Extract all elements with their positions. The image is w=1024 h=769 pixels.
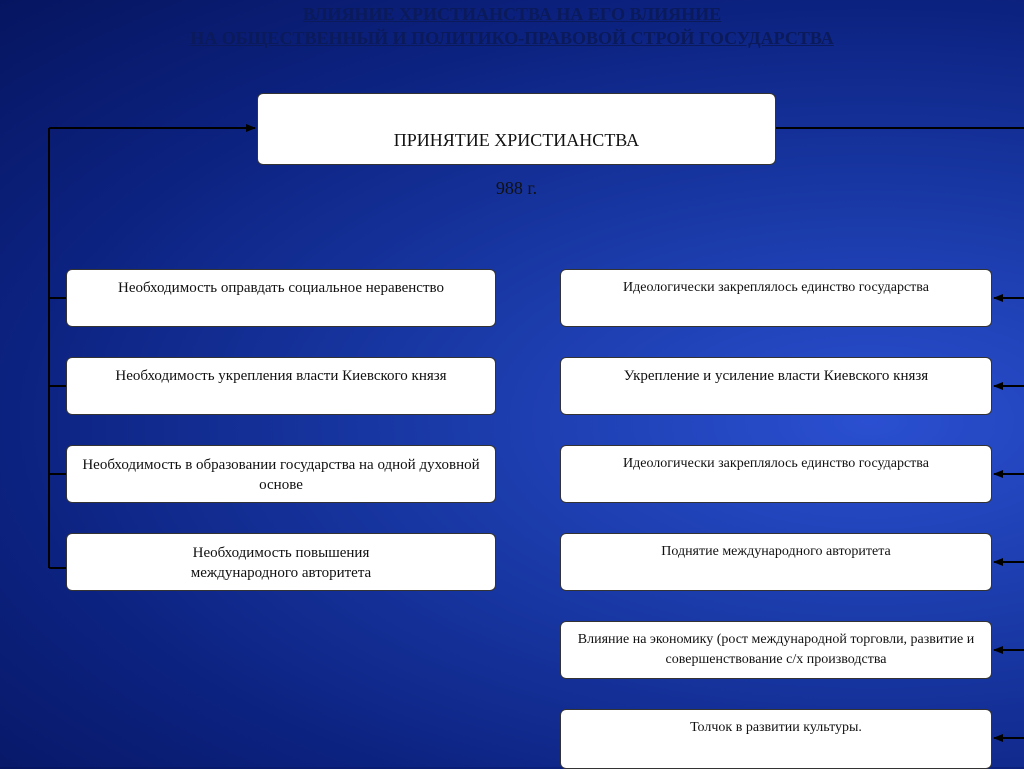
diagram-title-line2: НА ОБЩЕСТВЕННЫЙ И ПОЛИТИКО-ПРАВОВОЙ СТРОЙ ГОСУДАРСТВА: [190, 28, 834, 48]
main-box-line2: 988 г.: [495, 178, 538, 198]
left-box-4-text: Необходимость повышения международного авторитета: [190, 545, 372, 581]
left-box-3-text: Необходимость в образовании государства на одной духовной основе: [82, 457, 480, 493]
right-box-4: [560, 533, 992, 591]
left-box-1-text: Необходимость оправдать социальное неравенство: [118, 280, 444, 296]
diagram-title-line1: ВЛИЯНИЕ ХРИСТИАНСТВА НА ЕГО ВЛИЯНИЕ: [302, 4, 722, 24]
right-box-1: [560, 269, 992, 327]
right-box-6: [560, 709, 992, 769]
left-box-2-text: Необходимость укрепления власти Киевского князя: [115, 368, 447, 384]
right-box-2: [560, 357, 992, 415]
main-box-line1: ПРИНЯТИЕ ХРИСТИАНСТВА: [393, 130, 640, 150]
right-box-5: [560, 621, 992, 679]
left-box-2: [66, 357, 496, 415]
right-box-3-text: Идеологически закреплялось единство государства: [623, 456, 929, 471]
left-box-1: [66, 269, 496, 327]
right-box-5-text: Влияние на экономику (рост международной торговли, развитие и совершенствование с/х производства: [577, 632, 975, 667]
right-box-6-text: Толчок в развитии культуры.: [690, 720, 862, 735]
right-box-2-text: Укрепление и усиление власти Киевского князя: [623, 368, 929, 384]
right-box-1-text: Идеологически закреплялось единство государства: [623, 280, 929, 295]
left-box-3: [66, 445, 496, 503]
right-box-3: [560, 445, 992, 503]
main-box-christianity: [257, 93, 776, 198]
right-box-4-text: Поднятие международного авторитета: [661, 544, 891, 559]
left-box-4: [66, 533, 496, 591]
